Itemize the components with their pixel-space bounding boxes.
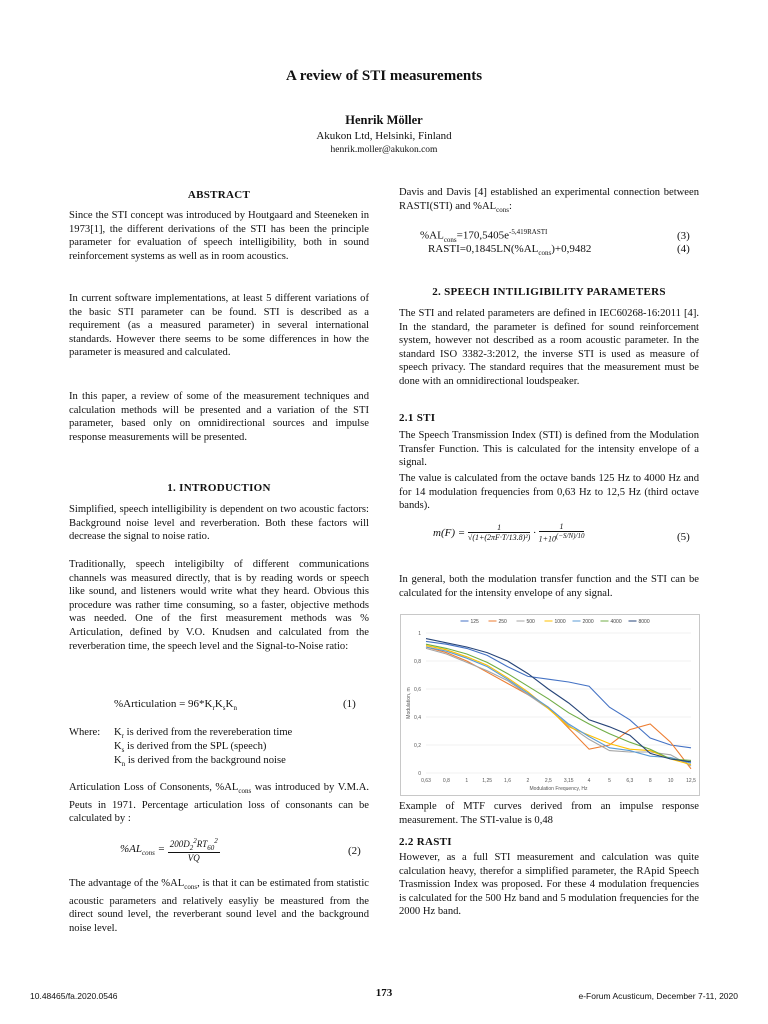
intro-paragraph-4: The advantage of the $\%AL_{cons}$, is that it can be estimated from statistic acoustic parameters and relatively easyliy be meastured from the direct sound level, the reverberant sound level and the background noise level. xyxy=(69,878,369,934)
legend-label: 4000 xyxy=(610,619,622,625)
x-axis-label: Modulation Frequency, Hz xyxy=(529,786,588,792)
chart-caption: Example of MTF curves derived from an impulse response measurement. The STI-value is 0,48 xyxy=(399,801,699,826)
equation-5-number: (5) xyxy=(677,531,690,543)
section-2-paragraph: The STI and related parameters are defined in IEC60268-16:2011 [4]. In the standard, the parameter is defined for sound reinforcement system, however not described as a room acoustic parameter. In the standard ISO 3382-3:2012, the inverse STI is used as measure of speech privacy. The standard requires that the measurement must be done with an omnidirectional loudspeaker. xyxy=(399,308,699,387)
series-line-500 xyxy=(426,648,691,766)
subsection-2-1-heading: 2.1 STI xyxy=(399,412,436,424)
x-tick-label: 8 xyxy=(648,778,652,784)
intro-paragraph-2: Traditionally, speech inteligibilty of different communications channels was measured directly, that is by reading words or speech like sound, and listeners would write what they heard. Obvious this procedure was rather time consuming, so a faster, objective methods was needed. One of the first measurement methods was % Articulation, defined by V.O. Knudsen and calculated from the reverberation time, the speech level and the Signal-to-Noise ratio: xyxy=(69,559,369,652)
y-tick-label: 0,2 xyxy=(414,743,421,749)
page-number: 173 xyxy=(375,987,393,999)
affiliation: Akukon Ltd, Helsinki, Finland xyxy=(316,130,452,142)
sti-paragraph-2: The value is calculated from the octave bands 125 Hz to 4000 Hz and for 14 modulation frequencies from 0,63 Hz to 12,5 Hz (third octave bands). xyxy=(399,473,699,512)
abstract-paragraph-2: In current software implementations, at least 5 different variations of the basic STI parameter can be found. STI is described as a requirement (as a measured parameter) in several international standards. However there seems to be some differences in how the parameter is measured and calculated. xyxy=(69,293,369,359)
mtf-chart xyxy=(400,614,700,796)
legend-label: 125 xyxy=(470,619,479,625)
where-item-kr: $K_r$ is derived from the revereberation time xyxy=(114,727,293,741)
x-tick-label: 0,8 xyxy=(442,778,450,784)
x-tick-label: 6,3 xyxy=(626,778,634,784)
where-label: Where: xyxy=(69,727,101,738)
y-axis-label: Modulation, m xyxy=(406,687,412,719)
equation-3: $\%AL_{cons}=170,5405e^{-5,419RASTI}$ xyxy=(420,228,548,244)
sti-paragraph-3: In general, both the modulation transfer function and the STI can be calculated for the intensity envelope of any signal. xyxy=(399,574,699,599)
abstract-heading: ABSTRACT xyxy=(187,189,251,201)
x-tick-label: 2 xyxy=(526,778,530,784)
x-tick-label: 2,5 xyxy=(544,778,552,784)
equation-1: %Articulation = $96*K_rK_sK_n$ xyxy=(114,698,237,713)
mtf-chart-svg xyxy=(401,615,699,795)
y-tick-label: 0,6 xyxy=(414,687,421,693)
legend-label: 8000 xyxy=(638,619,650,625)
x-tick-label: 0,63 xyxy=(421,778,431,784)
paper-title: A review of STI measurements xyxy=(285,68,483,84)
footer-conference: e-Forum Acusticum, December 7-11, 2020 xyxy=(578,991,738,1001)
equation-4: $RASTI=0,1845LN(\%AL_{cons})+0,9482$ xyxy=(428,243,592,258)
equation-3-number: (3) xyxy=(677,230,690,242)
series-line-2000 xyxy=(426,647,691,763)
x-tick-label: 5 xyxy=(608,778,611,784)
equation-2-number: (2) xyxy=(348,845,361,857)
y-tick-label: 0 xyxy=(418,771,421,777)
x-tick-label: 1 xyxy=(465,778,469,784)
series-line-8000 xyxy=(426,639,691,762)
legend-label: 500 xyxy=(526,619,535,625)
x-tick-label: 12,5 xyxy=(686,778,696,784)
subsection-2-2-heading: 2.2 RASTI xyxy=(399,836,452,848)
x-tick-label: 4 xyxy=(587,778,591,784)
x-tick-label: 1,25 xyxy=(482,778,493,784)
introduction-heading: 1. INTRODUCTION xyxy=(167,482,271,494)
equation-1-number: (1) xyxy=(343,698,356,710)
section-2-heading: 2. SPEECH INTILIGIBILITY PARAMETERS xyxy=(432,286,666,298)
abstract-paragraph-3: In this paper, a review of some of the measurement techniques and calculation methods will be presented and a variation of the STI parameter, based only on omnidirectional sources and impulse response measurements will be presented. xyxy=(69,391,369,443)
series-line-1000 xyxy=(426,646,691,765)
x-tick-label: 3,15 xyxy=(563,778,574,784)
equation-2: $\%AL_{cons}$ = $\frac{200D_2^2RT_{60}^2}{VQ}$ xyxy=(120,837,218,863)
x-tick-label: 10 xyxy=(667,778,674,784)
sti-paragraph-1: The Speech Transmission Index (STI) is defined from the Modulation Transfer Function. This is calculated for the intensity envelope of a signal. xyxy=(399,430,699,469)
where-item-kn: $K_n$ is derived from the background noise xyxy=(114,755,286,769)
intro-paragraph-3: Articulation Loss of Consonents, $\%AL_{cons}$ was introduced by V.M.A. Peuts in 1971. Percentage articulation loss of consonants can be calculated by : xyxy=(69,782,369,825)
y-tick-label: 0,4 xyxy=(414,715,421,721)
footer-doi[interactable]: 10.48465/fa.2020.0546 xyxy=(30,991,118,1001)
y-tick-label: 0,8 xyxy=(414,659,421,665)
davis-paragraph: Davis and Davis [4] established an experimental connection between RASTI(STI) and $\%AL_{cons}$: xyxy=(399,187,699,214)
author-name: Henrik Möller xyxy=(345,113,423,127)
abstract-paragraph-1: Since the STI concept was introduced by Houtgaard and Steeneken in 1973[1], the different derivations of the STI has been the principle parameter for evaluation of speech intelligibility, both in sound reinforcement systems as well as in room acoustics. xyxy=(69,210,369,262)
legend-label: 250 xyxy=(498,619,507,625)
x-tick-label: 1,6 xyxy=(504,778,512,784)
legend-label: 1000 xyxy=(554,619,566,625)
equation-4-number: (4) xyxy=(677,243,690,255)
y-tick-label: 1 xyxy=(418,631,421,637)
where-item-ks: $K_s$ is derived from the SPL (speech) xyxy=(114,741,267,755)
equation-5: m(F) = $\frac{1}{\text{√(1+(2πF·T/13.8)²)}}$ · $\frac{1}{1+10^{(-S/N)/10}}$ xyxy=(433,522,585,544)
legend-label: 2000 xyxy=(582,619,594,625)
rasti-paragraph: However, as a full STI measurement and calculation was quite calculation heavy, therefor a simplified parameter, the RApid Speech Trasmission Index was proposed. For these 4 modulation frequencies is calculated for the 500 Hz band and 5 modulation frequencies for the 2000 Hz band. xyxy=(399,852,699,918)
intro-paragraph-1: Simplified, speech intelligibility is dependent on two acoustic factors: Background noise level and reverberation. Both these factors will decrease the signal to noise ratio. xyxy=(69,504,369,543)
author-email[interactable]: henrik.moller@akukon.com xyxy=(330,145,438,155)
